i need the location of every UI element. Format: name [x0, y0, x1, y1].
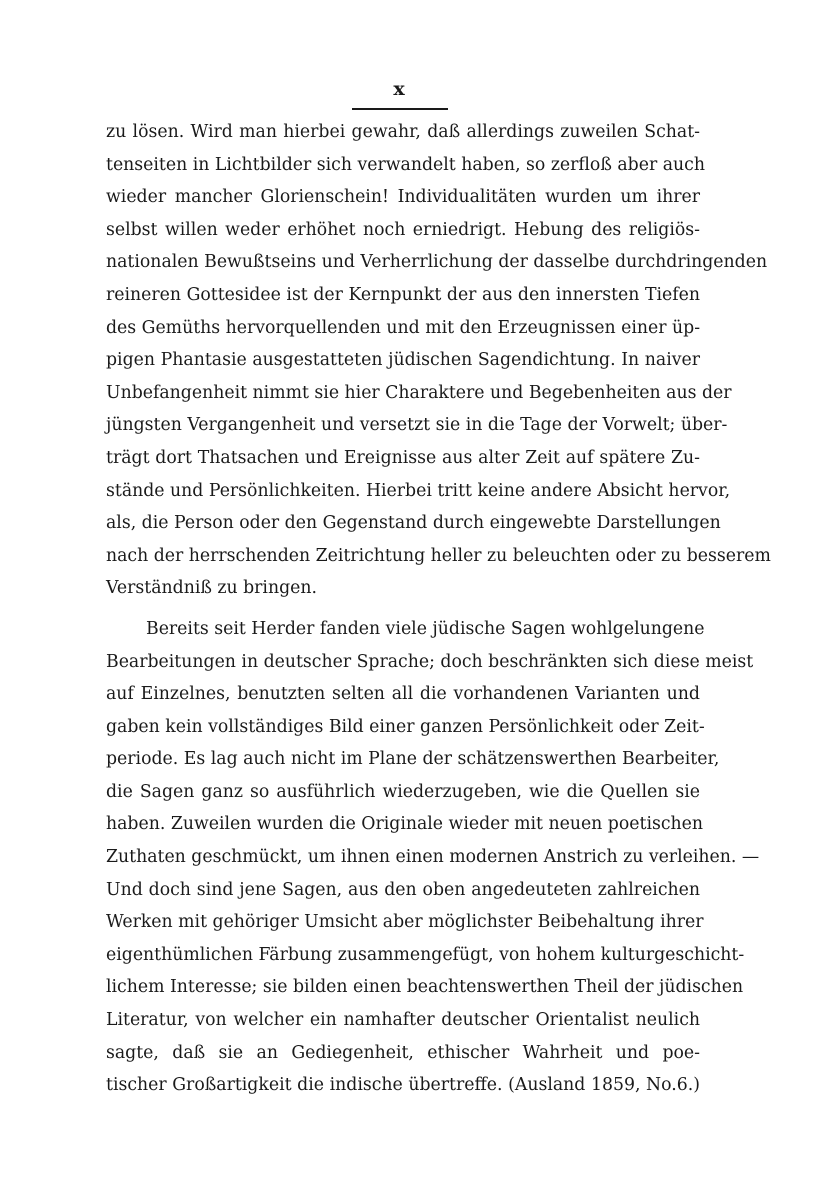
paragraph-2 — [106, 613, 760, 1102]
text-line: pigen Phantasie ausgestatteten jüdischen Sagendichtung. In naiver — [106, 350, 700, 371]
text-line: nationalen Bewußtseins und Verherrlichung der dasselbe durchdringenden — [106, 252, 768, 273]
paragraph-gap — [106, 605, 700, 613]
text-line: gaben kein vollständiges Bild einer ganzen Persönlichkeit oder Zeit- — [106, 716, 705, 737]
text-line: lichem Interesse; sie bilden einen beachtenswerthen Theil der jüdischen — [106, 977, 744, 998]
text-line: Bereits seit Herder fanden viele jüdische Sagen wohlgelungene — [146, 618, 705, 639]
text-line: selbst willen weder erhöhet noch erniedrigt. Hebung des religiös- — [106, 219, 700, 240]
text-line: trägt dort Thatsachen und Ereignisse aus alter Zeit auf spätere Zu- — [106, 447, 700, 468]
header-rule — [352, 108, 448, 110]
text-line: jüngsten Vergangenheit und versetzt sie in die Tage der Vorwelt; über- — [106, 415, 728, 436]
text-line: tenseiten in Lichtbilder sich verwandelt haben, so zerfloß aber auch — [106, 154, 705, 175]
text-line: eigenthümlichen Färbung zusammengefügt, von hohem kulturgeschicht- — [106, 944, 745, 965]
text-line: als, die Person oder den Gegenstand durch eingewebte Darstellungen — [106, 513, 721, 534]
text-line: Verständniß zu bringen. — [106, 578, 318, 599]
text-line: auf Einzelnes, benutzten selten all die vorhandenen Varianten und — [106, 684, 700, 705]
text-line: des Gemüths hervorquellenden und mit den Erzeugnissen einer üp- — [106, 317, 701, 338]
text-line: Und doch sind jene Sagen, aus den oben angedeuteten zahlreichen — [106, 879, 700, 900]
text-line: zu lösen. Wird man hierbei gewahr, daß allerdings zuweilen Schat- — [106, 122, 700, 142]
text-line: tischer Großartigkeit die indische übertreffe. (Ausland 1859, No.6.) — [106, 1075, 700, 1096]
text-line: wieder mancher Glorienschein! Individualitäten wurden um ihrer — [106, 187, 700, 208]
page-number: x — [393, 78, 407, 100]
text-line: reineren Gottesidee ist der Kernpunkt der aus den innersten Tiefen — [106, 284, 700, 305]
text-line: Werken mit gehöriger Umsicht aber möglichster Beibehaltung ihrer — [106, 912, 704, 933]
text-line: stände und Persönlichkeiten. Hierbei tritt keine andere Absicht hervor, — [106, 480, 731, 501]
text-line: die Sagen ganz so ausführlich wiederzugeben, wie die Quellen sie — [106, 781, 700, 802]
text-line: sagte, daß sie an Gediegenheit, ethischer Wahrheit und poe- — [106, 1042, 700, 1063]
text-line: Zuthaten geschmückt, um ihnen einen modernen Anstrich zu verleihen. — — [106, 847, 760, 868]
text-line: nach der herrschenden Zeitrichtung heller zu beleuchten oder zu besserem — [106, 545, 771, 566]
text-line: Bearbeitungen in deutscher Sprache; doch beschränkten sich diese meist — [106, 651, 754, 672]
paragraph-1 — [106, 116, 771, 605]
body-text — [106, 116, 771, 1102]
text-line: haben. Zuweilen wurden die Originale wieder mit neuen poetischen — [106, 814, 704, 835]
text-line: Literatur, von welcher ein namhafter deutscher Orientalist neulich — [106, 1010, 700, 1031]
text-line: periode. Es lag auch nicht im Plane der schätzenswerthen Bearbeiter, — [106, 749, 720, 770]
text-line: Unbefangenheit nimmt sie hier Charaktere und Begebenheiten aus der — [106, 382, 732, 403]
